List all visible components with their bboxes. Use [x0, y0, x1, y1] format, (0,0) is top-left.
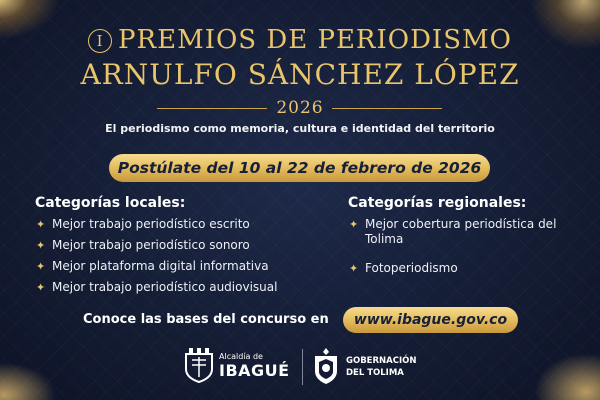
- alcaldia-label: Alcaldía de: [219, 352, 263, 361]
- tolima-crest-icon: [310, 346, 342, 386]
- ibague-label: IBAGUÉ: [219, 361, 290, 380]
- light-flare-bottom-right: [530, 350, 600, 400]
- tagline: El periodismo como memoria, cultura e identidad del territorio: [105, 122, 495, 135]
- list-item: ✦ Mejor trabajo periodístico audiovisual: [36, 280, 278, 294]
- award-title-text: PREMIOS DE PERIODISMO: [118, 25, 512, 55]
- list-item: ✦ Mejor trabajo periodístico sonoro: [36, 238, 250, 252]
- website-link[interactable]: www.ibague.gov.co: [343, 307, 518, 333]
- tolima-label: DEL TOLIMA: [346, 368, 404, 378]
- ibague-shield-icon: [183, 347, 215, 383]
- sparkle-bullet-icon: ✦: [349, 262, 359, 275]
- award-year: 2026: [276, 98, 324, 118]
- regional-categories-heading: Categorías regionales:: [348, 195, 527, 211]
- deadline-banner: Postúlate del 10 al 22 de febrero de 2026: [109, 154, 490, 182]
- edition-number-badge: I: [88, 29, 112, 53]
- gobernacion-label: GOBERNACIÓN: [346, 356, 417, 366]
- honoree-name: ARNULFO SÁNCHEZ LÓPEZ: [80, 58, 520, 91]
- local-categories-heading: Categorías locales:: [35, 195, 186, 211]
- award-title-line1: [0, 25, 600, 55]
- sparkle-bullet-icon: ✦: [36, 239, 46, 252]
- sparkle-bullet-icon: ✦: [349, 218, 359, 231]
- logo-divider: [302, 349, 303, 385]
- local-categories: [35, 195, 335, 301]
- list-item: ✦ Fotoperiodismo: [349, 261, 458, 275]
- list-item: ✦ Mejor cobertura periodística del Tolima: [349, 217, 557, 246]
- light-flare-bottom-left: [0, 360, 60, 400]
- sparkle-bullet-icon: ✦: [36, 218, 46, 231]
- divider-right: [332, 108, 442, 109]
- sparkle-bullet-icon: ✦: [36, 281, 46, 294]
- list-item: ✦ Mejor trabajo periodístico escrito: [36, 217, 250, 231]
- list-item: ✦ Mejor plataforma digital informativa: [36, 259, 269, 273]
- sparkle-bullet-icon: ✦: [36, 260, 46, 273]
- bases-text: Conoce las bases del concurso en: [83, 312, 329, 327]
- regional-categories: [348, 195, 578, 290]
